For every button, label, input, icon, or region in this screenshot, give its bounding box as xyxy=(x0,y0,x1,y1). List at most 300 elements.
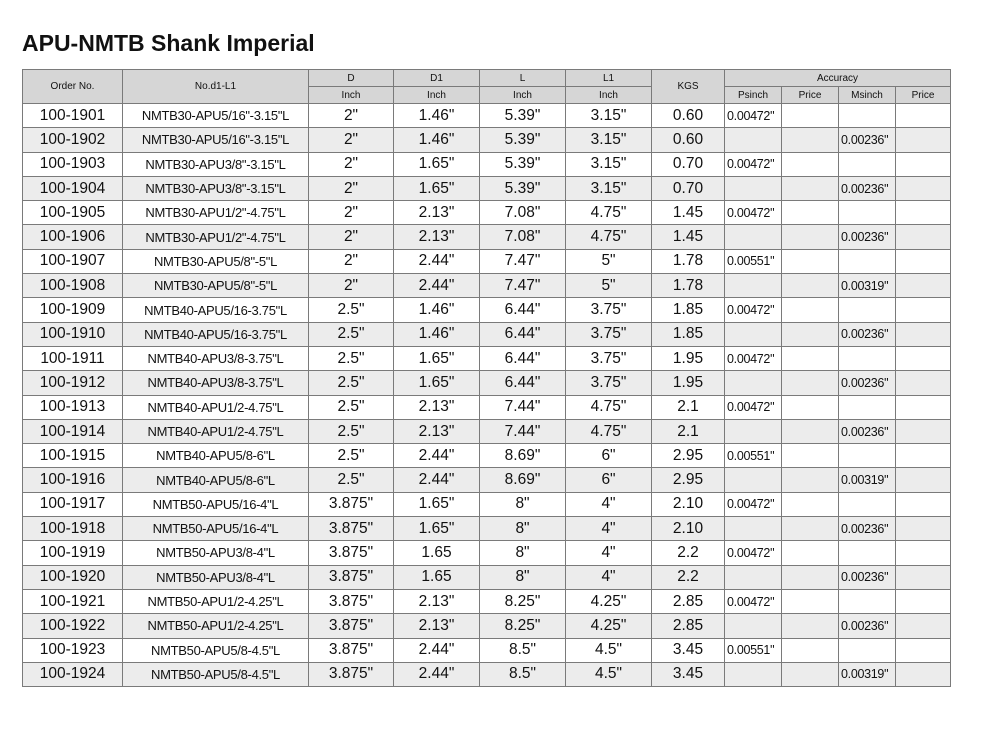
d-cell: 2" xyxy=(309,176,394,200)
header-price-ms: Price xyxy=(896,87,951,104)
l1-cell: 4" xyxy=(566,541,652,565)
l-cell: 8.5" xyxy=(480,662,566,686)
d-cell: 2" xyxy=(309,152,394,176)
header-kgs: KGS xyxy=(652,70,725,104)
model-cell: NMTB50-APU1/2-4.25"L xyxy=(123,589,309,613)
order-no-cell: 100-1905 xyxy=(23,201,123,225)
price-ps-cell xyxy=(782,541,839,565)
order-no-cell: 100-1924 xyxy=(23,662,123,686)
price-ps-cell xyxy=(782,492,839,516)
d1-cell: 2.44" xyxy=(394,444,480,468)
model-cell: NMTB40-APU5/8-6"L xyxy=(123,468,309,492)
price-ms-cell xyxy=(896,565,951,589)
page-title: APU-NMTB Shank Imperial xyxy=(22,30,315,56)
table-row xyxy=(23,201,951,225)
kgs-cell: 1.45 xyxy=(652,201,725,225)
header-psinch: Psinch xyxy=(725,87,782,104)
kgs-cell: 1.85 xyxy=(652,298,725,322)
order-no-cell: 100-1917 xyxy=(23,492,123,516)
price-ps-cell xyxy=(782,614,839,638)
model-cell: NMTB50-APU1/2-4.25"L xyxy=(123,614,309,638)
psinch-cell: 0.00472" xyxy=(725,541,782,565)
order-no-cell: 100-1912 xyxy=(23,371,123,395)
d-cell: 2" xyxy=(309,104,394,128)
l-cell: 8.5" xyxy=(480,638,566,662)
kgs-cell: 2.95 xyxy=(652,444,725,468)
order-no-cell: 100-1909 xyxy=(23,298,123,322)
d1-cell: 2.13" xyxy=(394,419,480,443)
psinch-cell: 0.00472" xyxy=(725,152,782,176)
order-no-cell: 100-1906 xyxy=(23,225,123,249)
price-ms-cell xyxy=(896,517,951,541)
model-cell: NMTB50-APU3/8-4"L xyxy=(123,565,309,589)
price-ps-cell xyxy=(782,225,839,249)
order-no-cell: 100-1901 xyxy=(23,104,123,128)
d1-cell: 1.46" xyxy=(394,322,480,346)
l1-cell: 4.75" xyxy=(566,225,652,249)
msinch-cell: 0.00236" xyxy=(839,565,896,589)
l1-cell: 4.75" xyxy=(566,419,652,443)
l-cell: 7.47" xyxy=(480,274,566,298)
d1-cell: 1.65" xyxy=(394,346,480,370)
table-row xyxy=(23,298,951,322)
kgs-cell: 2.10 xyxy=(652,517,725,541)
d1-cell: 1.46" xyxy=(394,104,480,128)
l1-cell: 4.5" xyxy=(566,638,652,662)
kgs-cell: 1.95 xyxy=(652,346,725,370)
msinch-cell: 0.00236" xyxy=(839,176,896,200)
d-cell: 2.5" xyxy=(309,444,394,468)
l-cell: 7.44" xyxy=(480,419,566,443)
l1-cell: 4" xyxy=(566,492,652,516)
kgs-cell: 2.2 xyxy=(652,541,725,565)
l1-cell: 3.75" xyxy=(566,346,652,370)
table-row xyxy=(23,128,951,152)
d1-cell: 1.65 xyxy=(394,565,480,589)
header-l: L xyxy=(480,70,566,87)
model-cell: NMTB40-APU1/2-4.75"L xyxy=(123,395,309,419)
kgs-cell: 2.85 xyxy=(652,614,725,638)
order-no-cell: 100-1913 xyxy=(23,395,123,419)
d1-cell: 2.13" xyxy=(394,589,480,613)
d-cell: 2.5" xyxy=(309,298,394,322)
price-ps-cell xyxy=(782,322,839,346)
price-ps-cell xyxy=(782,565,839,589)
d1-cell: 2.44" xyxy=(394,638,480,662)
l-cell: 7.08" xyxy=(480,225,566,249)
order-no-cell: 100-1907 xyxy=(23,249,123,273)
msinch-cell: 0.00236" xyxy=(839,225,896,249)
psinch-cell: 0.00472" xyxy=(725,104,782,128)
table-row xyxy=(23,176,951,200)
kgs-cell: 1.85 xyxy=(652,322,725,346)
d-cell: 2.5" xyxy=(309,322,394,346)
l-cell: 7.08" xyxy=(480,201,566,225)
msinch-cell xyxy=(839,249,896,273)
l-cell: 8" xyxy=(480,541,566,565)
order-no-cell: 100-1922 xyxy=(23,614,123,638)
price-ms-cell xyxy=(896,638,951,662)
price-ps-cell xyxy=(782,346,839,370)
psinch-cell xyxy=(725,419,782,443)
d-cell: 3.875" xyxy=(309,517,394,541)
order-no-cell: 100-1902 xyxy=(23,128,123,152)
l-cell: 8.25" xyxy=(480,589,566,613)
d1-cell: 1.65" xyxy=(394,492,480,516)
l1-cell: 6" xyxy=(566,444,652,468)
l-cell: 8.69" xyxy=(480,444,566,468)
d-cell: 2.5" xyxy=(309,371,394,395)
d-cell: 3.875" xyxy=(309,662,394,686)
price-ms-cell xyxy=(896,589,951,613)
model-cell: NMTB30-APU1/2"-4.75"L xyxy=(123,225,309,249)
kgs-cell: 2.1 xyxy=(652,395,725,419)
l-cell: 7.47" xyxy=(480,249,566,273)
l1-cell: 3.75" xyxy=(566,371,652,395)
l-cell: 8.69" xyxy=(480,468,566,492)
kgs-cell: 0.70 xyxy=(652,176,725,200)
spec-table xyxy=(22,69,951,687)
price-ms-cell xyxy=(896,541,951,565)
l-cell: 8" xyxy=(480,492,566,516)
price-ps-cell xyxy=(782,152,839,176)
d-cell: 3.875" xyxy=(309,614,394,638)
price-ps-cell xyxy=(782,444,839,468)
price-ms-cell xyxy=(896,492,951,516)
l1-cell: 4.25" xyxy=(566,589,652,613)
l-cell: 6.44" xyxy=(480,298,566,322)
table-row xyxy=(23,638,951,662)
psinch-cell: 0.00472" xyxy=(725,492,782,516)
model-cell: NMTB50-APU5/16-4"L xyxy=(123,492,309,516)
price-ps-cell xyxy=(782,589,839,613)
d-cell: 2.5" xyxy=(309,468,394,492)
table-row xyxy=(23,517,951,541)
price-ps-cell xyxy=(782,371,839,395)
d1-cell: 1.65" xyxy=(394,517,480,541)
price-ms-cell xyxy=(896,201,951,225)
header-d: D xyxy=(309,70,394,87)
header-l-unit: Inch xyxy=(480,87,566,104)
l1-cell: 4.5" xyxy=(566,662,652,686)
msinch-cell xyxy=(839,346,896,370)
l1-cell: 4" xyxy=(566,517,652,541)
d-cell: 2.5" xyxy=(309,346,394,370)
psinch-cell: 0.00472" xyxy=(725,395,782,419)
d1-cell: 1.46" xyxy=(394,298,480,322)
table-row xyxy=(23,152,951,176)
order-no-cell: 100-1910 xyxy=(23,322,123,346)
model-cell: NMTB30-APU5/16"-3.15"L xyxy=(123,104,309,128)
d-cell: 2" xyxy=(309,128,394,152)
d1-cell: 1.65" xyxy=(394,176,480,200)
model-cell: NMTB50-APU5/8-4.5"L xyxy=(123,662,309,686)
header-accuracy: Accuracy xyxy=(725,70,951,87)
price-ms-cell xyxy=(896,128,951,152)
table-row xyxy=(23,322,951,346)
table-row xyxy=(23,249,951,273)
d1-cell: 2.44" xyxy=(394,468,480,492)
kgs-cell: 2.2 xyxy=(652,565,725,589)
psinch-cell xyxy=(725,662,782,686)
price-ps-cell xyxy=(782,176,839,200)
table-row xyxy=(23,395,951,419)
price-ms-cell xyxy=(896,468,951,492)
table-row xyxy=(23,541,951,565)
price-ms-cell xyxy=(896,225,951,249)
kgs-cell: 1.95 xyxy=(652,371,725,395)
order-no-cell: 100-1918 xyxy=(23,517,123,541)
price-ms-cell xyxy=(896,322,951,346)
d1-cell: 2.13" xyxy=(394,614,480,638)
order-no-cell: 100-1911 xyxy=(23,346,123,370)
model-cell: NMTB40-APU3/8-3.75"L xyxy=(123,371,309,395)
price-ms-cell xyxy=(896,298,951,322)
model-cell: NMTB30-APU3/8"-3.15"L xyxy=(123,176,309,200)
model-cell: NMTB40-APU1/2-4.75"L xyxy=(123,419,309,443)
header-price-ps: Price xyxy=(782,87,839,104)
header-l1: L1 xyxy=(566,70,652,87)
table-row xyxy=(23,468,951,492)
psinch-cell: 0.00472" xyxy=(725,589,782,613)
l-cell: 8" xyxy=(480,517,566,541)
model-cell: NMTB50-APU5/8-4.5"L xyxy=(123,638,309,662)
header-model: No.d1-L1 xyxy=(123,70,309,104)
psinch-cell xyxy=(725,128,782,152)
d-cell: 2.5" xyxy=(309,419,394,443)
d1-cell: 1.46" xyxy=(394,128,480,152)
table-row xyxy=(23,225,951,249)
d-cell: 3.875" xyxy=(309,565,394,589)
price-ms-cell xyxy=(896,395,951,419)
l1-cell: 4.75" xyxy=(566,201,652,225)
kgs-cell: 1.78 xyxy=(652,274,725,298)
d1-cell: 1.65" xyxy=(394,152,480,176)
table-row xyxy=(23,492,951,516)
l1-cell: 6" xyxy=(566,468,652,492)
model-cell: NMTB30-APU5/16"-3.15"L xyxy=(123,128,309,152)
table-row xyxy=(23,346,951,370)
model-cell: NMTB40-APU5/16-3.75"L xyxy=(123,298,309,322)
d-cell: 2" xyxy=(309,201,394,225)
d1-cell: 1.65 xyxy=(394,541,480,565)
l1-cell: 5" xyxy=(566,249,652,273)
kgs-cell: 2.95 xyxy=(652,468,725,492)
msinch-cell xyxy=(839,201,896,225)
l1-cell: 4" xyxy=(566,565,652,589)
price-ms-cell xyxy=(896,249,951,273)
d-cell: 2" xyxy=(309,225,394,249)
l1-cell: 5" xyxy=(566,274,652,298)
table-row xyxy=(23,589,951,613)
d1-cell: 2.44" xyxy=(394,249,480,273)
price-ms-cell xyxy=(896,104,951,128)
d1-cell: 2.13" xyxy=(394,201,480,225)
msinch-cell: 0.00319" xyxy=(839,274,896,298)
order-no-cell: 100-1923 xyxy=(23,638,123,662)
psinch-cell xyxy=(725,371,782,395)
msinch-cell xyxy=(839,104,896,128)
psinch-cell xyxy=(725,565,782,589)
table-row xyxy=(23,371,951,395)
psinch-cell xyxy=(725,468,782,492)
model-cell: NMTB50-APU3/8-4"L xyxy=(123,541,309,565)
psinch-cell: 0.00472" xyxy=(725,298,782,322)
l-cell: 5.39" xyxy=(480,152,566,176)
header-msinch: Msinch xyxy=(839,87,896,104)
l1-cell: 4.75" xyxy=(566,395,652,419)
l1-cell: 3.15" xyxy=(566,176,652,200)
table-row xyxy=(23,662,951,686)
kgs-cell: 1.78 xyxy=(652,249,725,273)
d1-cell: 2.44" xyxy=(394,662,480,686)
order-no-cell: 100-1914 xyxy=(23,419,123,443)
order-no-cell: 100-1919 xyxy=(23,541,123,565)
price-ps-cell xyxy=(782,201,839,225)
msinch-cell xyxy=(839,492,896,516)
kgs-cell: 0.60 xyxy=(652,128,725,152)
order-no-cell: 100-1920 xyxy=(23,565,123,589)
msinch-cell: 0.00236" xyxy=(839,517,896,541)
price-ms-cell xyxy=(896,614,951,638)
table-row xyxy=(23,614,951,638)
l-cell: 5.39" xyxy=(480,104,566,128)
msinch-cell: 0.00319" xyxy=(839,468,896,492)
price-ms-cell xyxy=(896,152,951,176)
d-cell: 2.5" xyxy=(309,395,394,419)
l-cell: 7.44" xyxy=(480,395,566,419)
model-cell: NMTB30-APU5/8"-5"L xyxy=(123,274,309,298)
l1-cell: 3.75" xyxy=(566,322,652,346)
d1-cell: 2.13" xyxy=(394,225,480,249)
d1-cell: 1.65" xyxy=(394,371,480,395)
kgs-cell: 3.45 xyxy=(652,638,725,662)
header-d1: D1 xyxy=(394,70,480,87)
d1-cell: 2.13" xyxy=(394,395,480,419)
price-ms-cell xyxy=(896,346,951,370)
psinch-cell xyxy=(725,225,782,249)
d-cell: 3.875" xyxy=(309,638,394,662)
model-cell: NMTB30-APU3/8"-3.15"L xyxy=(123,152,309,176)
msinch-cell xyxy=(839,638,896,662)
psinch-cell xyxy=(725,322,782,346)
psinch-cell: 0.00551" xyxy=(725,444,782,468)
price-ms-cell xyxy=(896,444,951,468)
l-cell: 6.44" xyxy=(480,322,566,346)
order-no-cell: 100-1916 xyxy=(23,468,123,492)
msinch-cell: 0.00236" xyxy=(839,322,896,346)
l-cell: 5.39" xyxy=(480,176,566,200)
model-cell: NMTB40-APU3/8-3.75"L xyxy=(123,346,309,370)
kgs-cell: 0.70 xyxy=(652,152,725,176)
model-cell: NMTB50-APU5/16-4"L xyxy=(123,517,309,541)
psinch-cell: 0.00551" xyxy=(725,638,782,662)
model-cell: NMTB40-APU5/8-6"L xyxy=(123,444,309,468)
price-ms-cell xyxy=(896,176,951,200)
msinch-cell xyxy=(839,395,896,419)
psinch-cell xyxy=(725,614,782,638)
table-row xyxy=(23,565,951,589)
kgs-cell: 1.45 xyxy=(652,225,725,249)
msinch-cell: 0.00319" xyxy=(839,662,896,686)
price-ms-cell xyxy=(896,662,951,686)
price-ps-cell xyxy=(782,249,839,273)
l1-cell: 3.15" xyxy=(566,128,652,152)
kgs-cell: 2.10 xyxy=(652,492,725,516)
l1-cell: 4.25" xyxy=(566,614,652,638)
model-cell: NMTB30-APU5/8"-5"L xyxy=(123,249,309,273)
l-cell: 6.44" xyxy=(480,371,566,395)
price-ps-cell xyxy=(782,128,839,152)
msinch-cell: 0.00236" xyxy=(839,128,896,152)
price-ms-cell xyxy=(896,274,951,298)
order-no-cell: 100-1915 xyxy=(23,444,123,468)
msinch-cell xyxy=(839,152,896,176)
msinch-cell xyxy=(839,541,896,565)
l-cell: 8.25" xyxy=(480,614,566,638)
psinch-cell xyxy=(725,274,782,298)
l1-cell: 3.75" xyxy=(566,298,652,322)
psinch-cell xyxy=(725,176,782,200)
table-body xyxy=(23,104,951,687)
l1-cell: 3.15" xyxy=(566,104,652,128)
order-no-cell: 100-1908 xyxy=(23,274,123,298)
msinch-cell xyxy=(839,589,896,613)
price-ps-cell xyxy=(782,468,839,492)
price-ps-cell xyxy=(782,638,839,662)
table-row xyxy=(23,419,951,443)
order-no-cell: 100-1921 xyxy=(23,589,123,613)
msinch-cell xyxy=(839,298,896,322)
psinch-cell: 0.00472" xyxy=(725,201,782,225)
kgs-cell: 0.60 xyxy=(652,104,725,128)
kgs-cell: 2.85 xyxy=(652,589,725,613)
l-cell: 6.44" xyxy=(480,346,566,370)
l-cell: 5.39" xyxy=(480,128,566,152)
d-cell: 3.875" xyxy=(309,492,394,516)
header-l1-unit: Inch xyxy=(566,87,652,104)
kgs-cell: 3.45 xyxy=(652,662,725,686)
model-cell: NMTB40-APU5/16-3.75"L xyxy=(123,322,309,346)
table-row xyxy=(23,274,951,298)
msinch-cell xyxy=(839,444,896,468)
price-ps-cell xyxy=(782,662,839,686)
header-order-no: Order No. xyxy=(23,70,123,104)
msinch-cell: 0.00236" xyxy=(839,614,896,638)
psinch-cell: 0.00551" xyxy=(725,249,782,273)
price-ps-cell xyxy=(782,395,839,419)
psinch-cell: 0.00472" xyxy=(725,346,782,370)
table-row xyxy=(23,104,951,128)
price-ms-cell xyxy=(896,419,951,443)
price-ps-cell xyxy=(782,419,839,443)
d1-cell: 2.44" xyxy=(394,274,480,298)
d-cell: 3.875" xyxy=(309,589,394,613)
price-ps-cell xyxy=(782,298,839,322)
d-cell: 3.875" xyxy=(309,541,394,565)
kgs-cell: 2.1 xyxy=(652,419,725,443)
msinch-cell: 0.00236" xyxy=(839,371,896,395)
l1-cell: 3.15" xyxy=(566,152,652,176)
d-cell: 2" xyxy=(309,249,394,273)
price-ps-cell xyxy=(782,274,839,298)
table-row xyxy=(23,444,951,468)
price-ps-cell xyxy=(782,517,839,541)
msinch-cell: 0.00236" xyxy=(839,419,896,443)
model-cell: NMTB30-APU1/2"-4.75"L xyxy=(123,201,309,225)
psinch-cell xyxy=(725,517,782,541)
l-cell: 8" xyxy=(480,565,566,589)
